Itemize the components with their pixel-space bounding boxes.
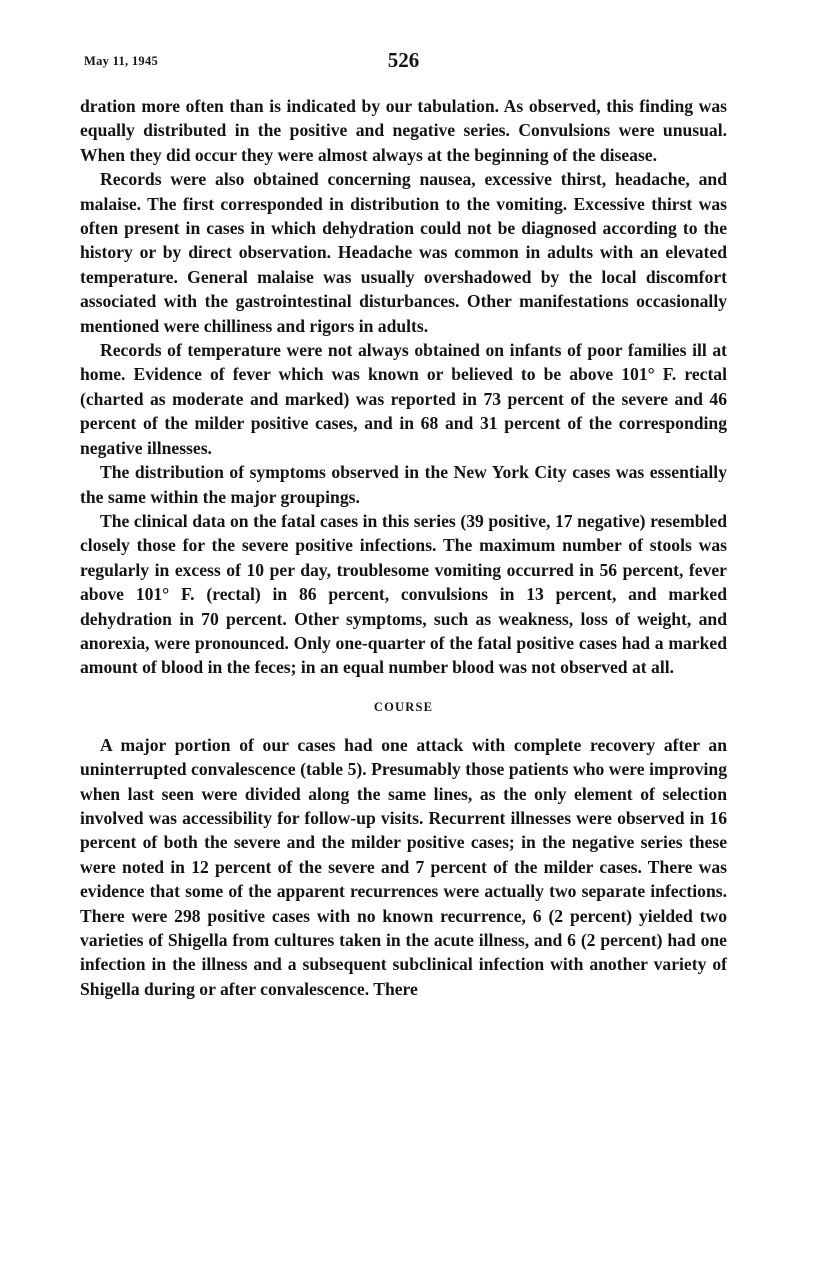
paragraph-fatal-cases: The clinical data on the fatal cases in this series (39 positive, 17 negative) resembled closely those for the severe positive infections. The maximum number of stools was regularly in excess of 10 per day, troublesome vomiting occurred in 56 percent, fever above 101° F. (rectal) in 86 percent, convulsions in 13 percent, and marked dehydration in 70 percent. Other symptoms, such as weakness, loss of weight, and anorexia, were pronounced. Only one-quarter of the fatal positive cases had a marked amount of blood in the feces; in an equal number blood was not observed at all. bbox=[80, 510, 727, 678]
paragraph-new-york: The distribution of symptoms observed in the New York City cases was essentially the same within the major groupings. bbox=[80, 462, 727, 507]
paragraph-continued: dration more often than is indicated by our tabulation. As observed, this finding was equally distributed in the positive and negative series. Convulsions were unusual. When they did occur they were almost always at the beginning of the disease. bbox=[80, 96, 727, 165]
body-text bbox=[80, 94, 727, 1001]
paragraph-symptoms-records: Records were also obtained concerning nausea, excessive thirst, headache, and malaise. The first corresponded in distribution to the vomiting. Excessive thirst was often present in cases in which dehydration could not be diagnosed according to the history or by direct observation. Headache was common in adults with an elevated temperature. General malaise was usually overshadowed by the local discomfort associated with the gastrointestinal disturbances. Other manifestations occasionally mentioned were chilliness and rigors in adults. bbox=[80, 169, 727, 336]
page-number: 526 bbox=[387, 48, 420, 72]
paragraph-course: A major portion of our cases had one attack with complete recovery after an uninterrupted convalescence (table 5). Presumably those patients who were improving when last seen were divided along the same lines, as the only element of selection involved was accessibility for follow-up visits. Recurrent illnesses were observed in 16 percent of both the severe and the milder positive cases; in the negative series these were noted in 12 percent of the severe and 7 percent of the milder cases. There was evidence that some of the apparent recurrences were actually two separate infections. There were 298 positive cases with no known recurrence, 6 (2 percent) yielded two varieties of Shigella from cultures taken in the acute illness, and 6 (2 percent) had one infection in the illness and a subsequent subclinical infection with another variety of Shigella during or after convalescence. There bbox=[80, 734, 727, 999]
header-date: May 11, 1945 bbox=[84, 54, 159, 68]
page-header bbox=[80, 44, 727, 80]
document-page bbox=[80, 44, 727, 1001]
section-heading-course: COURSE bbox=[373, 699, 434, 714]
paragraph-temperature: Records of temperature were not always obtained on infants of poor families ill at home. Evidence of fever which was known or believed to be above 101° F. rectal (charted as moderate and marked) was reported in 73 percent of the severe and 46 percent of the milder positive cases, and in 68 and 31 percent of the corresponding negative illnesses. bbox=[80, 340, 727, 458]
